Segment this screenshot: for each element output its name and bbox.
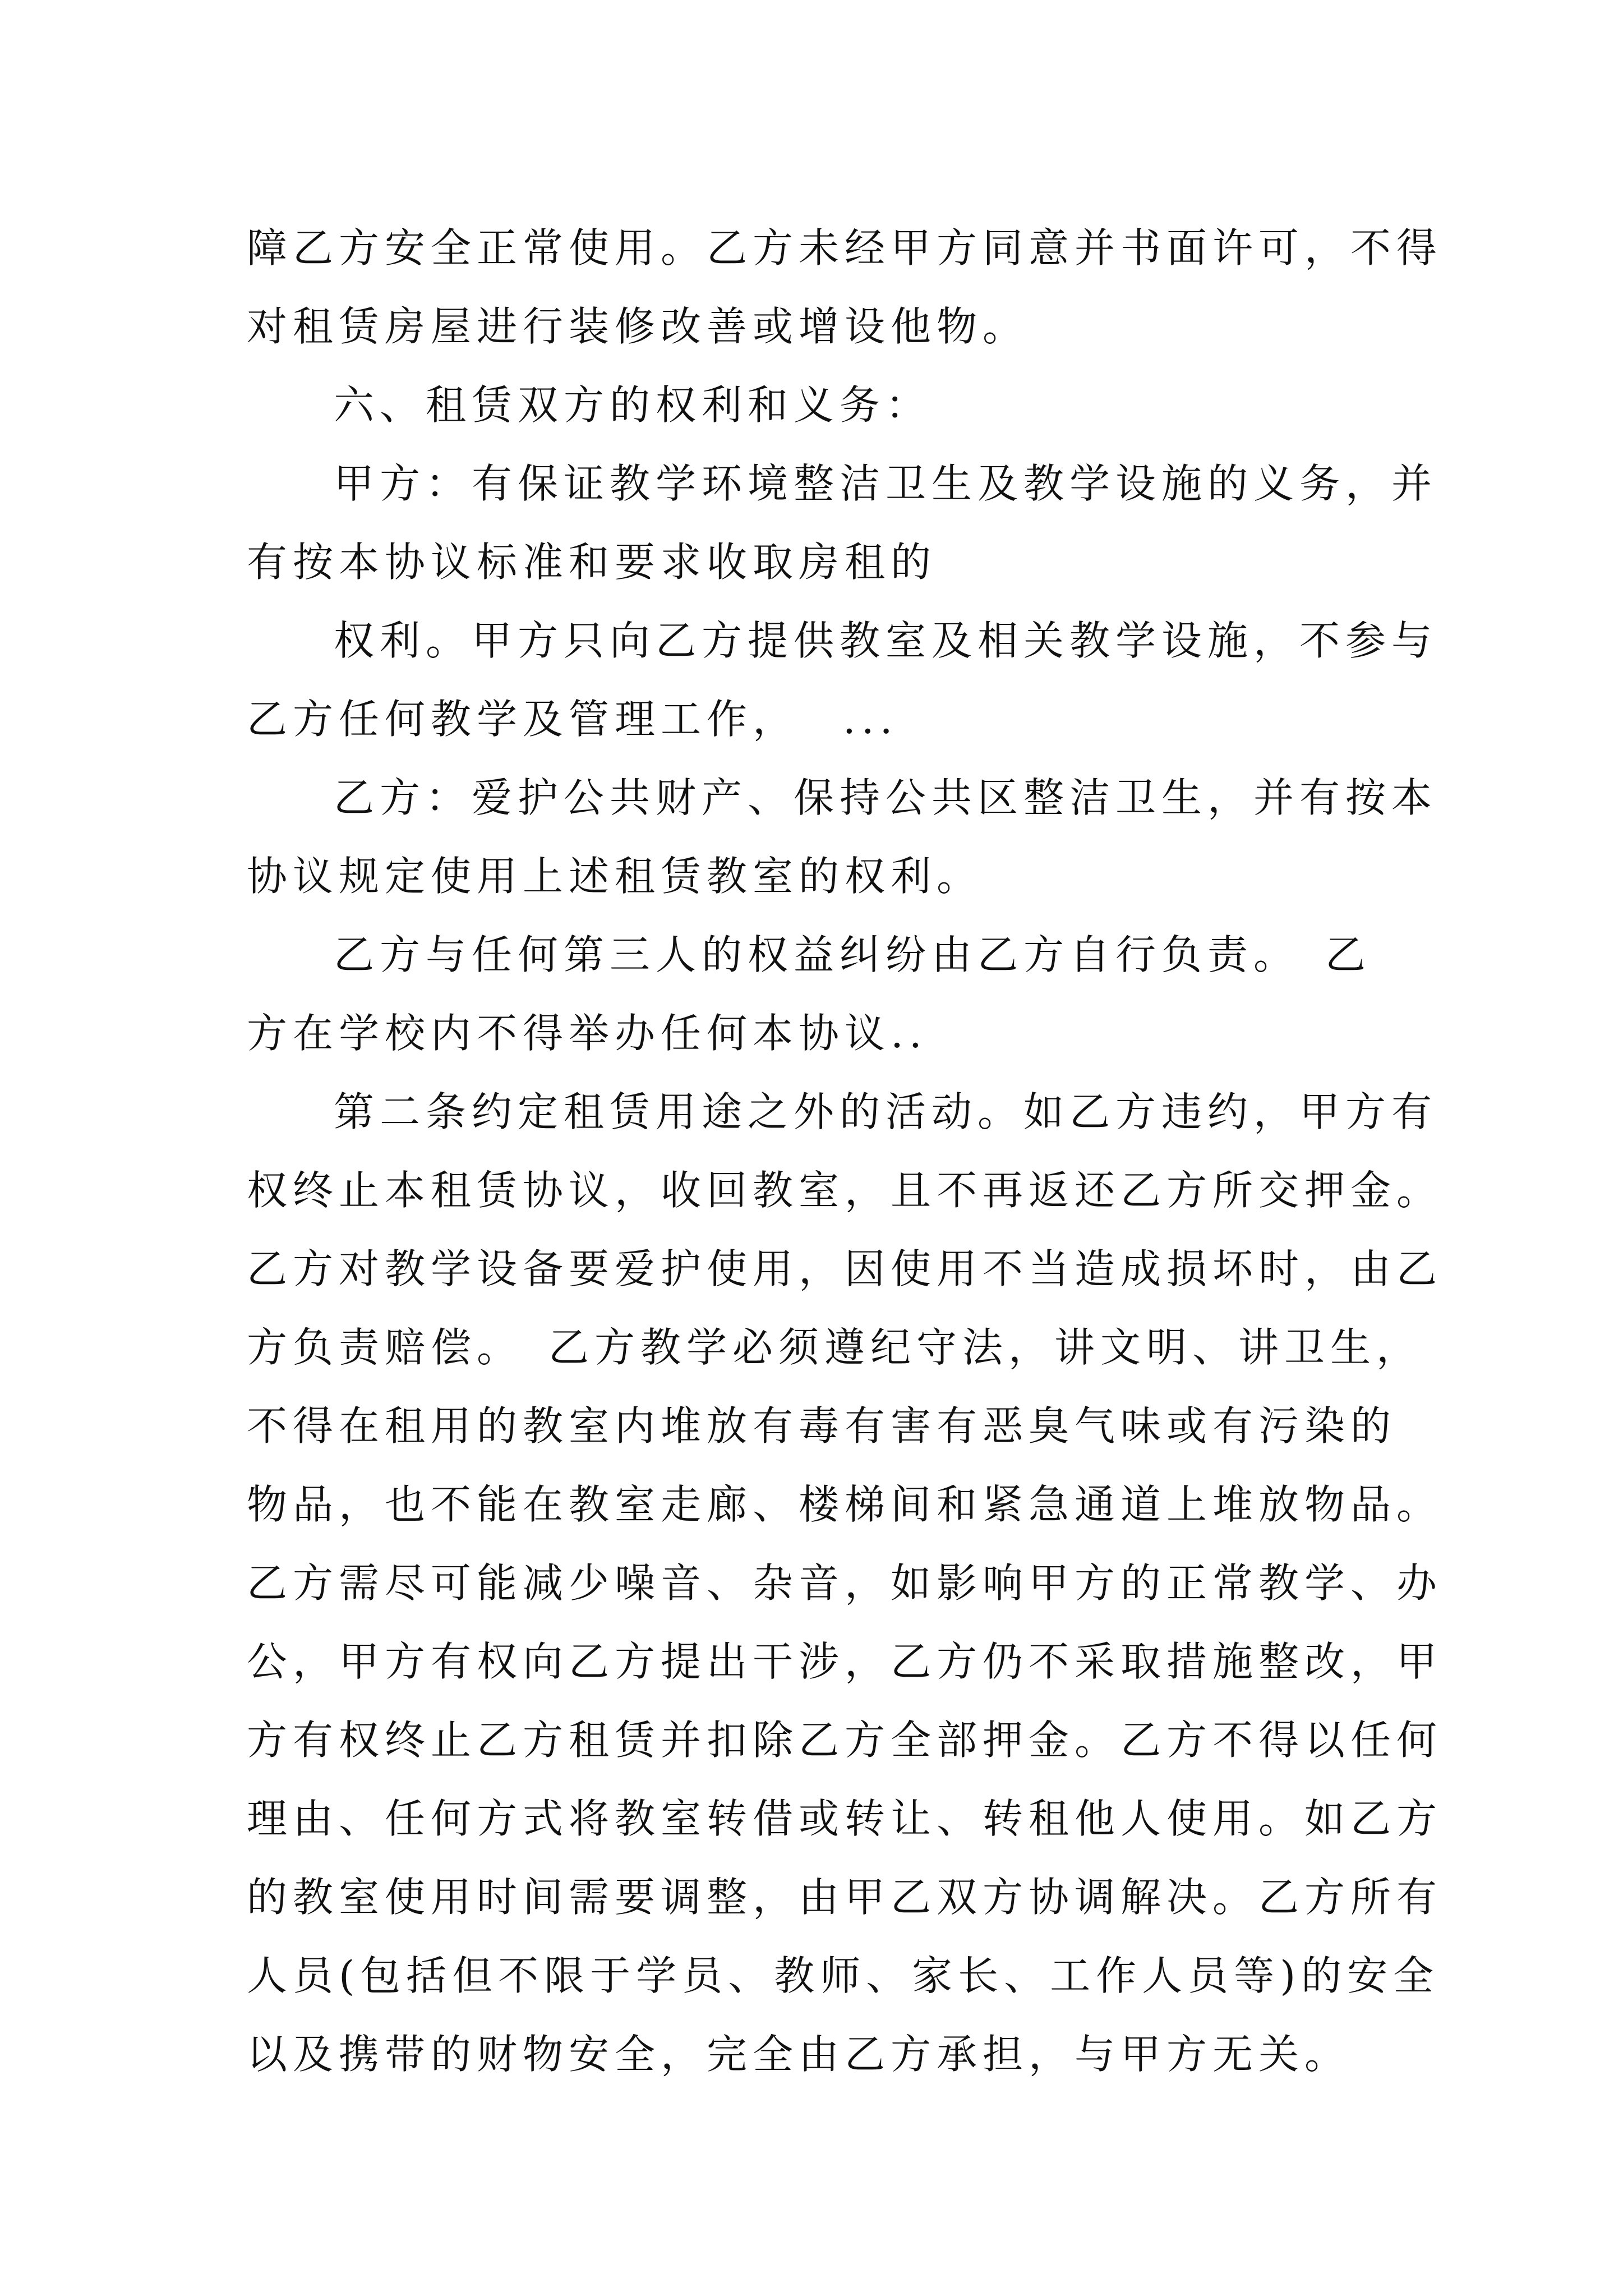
text-line: 权终止本租赁协议，收回教室，且不再返还乙方所交押金。 [247, 1167, 1443, 1214]
text-line: 方在学校内不得举办任何本协议.. [247, 1010, 928, 1057]
text-line: 乙方：爱护公共财产、保持公共区整洁卫生，并有按本 [334, 774, 1438, 821]
text-line: 协议规定使用上述租赁教室的权利。 [247, 853, 983, 900]
text-line: 乙方需尽可能减少噪音、杂音，如影响甲方的正常教学、办 [247, 1559, 1443, 1607]
text-line: 的教室使用时间需要调整，由甲乙双方协调解决。乙方所有 [247, 1874, 1443, 1921]
text-line: 人员(包括但不限于学员、教师、家长、工作人员等)的安全 [247, 1952, 1440, 1999]
text-line: 乙方对教学设备要爱护使用，因使用不当造成损坏时，由乙 [247, 1245, 1443, 1292]
document-body [247, 209, 1443, 2093]
text-line: 第二条约定租赁用途之外的活动。如乙方违约，甲方有 [334, 1088, 1438, 1135]
text-line: 理由、任何方式将教室转借或转让、转租他人使用。如乙方 [247, 1795, 1443, 1842]
text-line: 公，甲方有权向乙方提出干涉，乙方仍不采取措施整改，甲 [247, 1638, 1443, 1685]
text-line: 权利。甲方只向乙方提供教室及相关教学设施，不参与 [334, 617, 1438, 664]
section-heading: 六、租赁双方的权利和义务： [334, 381, 932, 429]
text-line: 甲方：有保证教学环境整洁卫生及教学设施的义务，并 [334, 460, 1438, 507]
text-line: 乙方与任何第三人的权益纠纷由乙方自行负责。 乙 [334, 931, 1372, 978]
text-line: 障乙方安全正常使用。乙方未经甲方同意并书面许可，不得 [247, 224, 1443, 272]
text-line: 乙方任何教学及管理工作， ... [247, 696, 898, 743]
text-line: 对租赁房屋进行装修改善或增设他物。 [247, 303, 1029, 350]
text-line: 方负责赔偿。 乙方教学必须遵纪守法，讲文明、讲卫生， [247, 1324, 1423, 1371]
text-line: 有按本协议标准和要求收取房租的 [247, 539, 937, 586]
text-line: 以及携带的财物安全，完全由乙方承担，与甲方无关。 [247, 2031, 1351, 2078]
text-line: 不得在租用的教室内堆放有毒有害有恶臭气味或有污染的 [247, 1402, 1397, 1450]
text-line: 方有权终止乙方租赁并扣除乙方全部押金。乙方不得以任何 [247, 1717, 1443, 1764]
text-line: 物品，也不能在教室走廊、楼梯间和紧急通道上堆放物品。 [247, 1481, 1443, 1528]
